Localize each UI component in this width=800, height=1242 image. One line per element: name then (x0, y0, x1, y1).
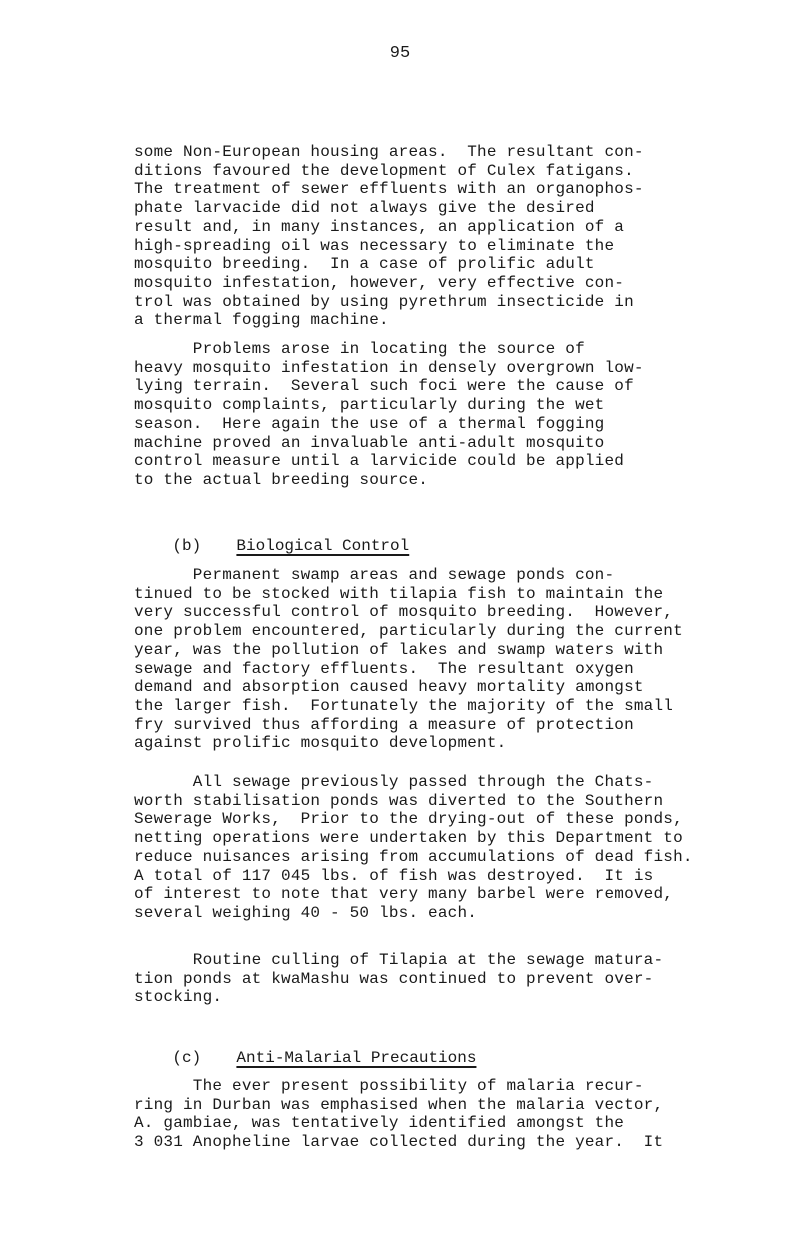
page-number: 95 (389, 44, 411, 63)
section-title: Anti-Malarial Precautions (236, 1049, 477, 1067)
paragraph-tilapia-stocking: Permanent swamp areas and sewage ponds con- tinued to be stocked with tilapia fish to maintain the very successful control of mosquito breeding. However, one problem encountered, particularly during the current year, was the pollution of lakes and swamp waters with sewage and factory effluents. The resultant oxygen demand and absorption caused heavy mortality amongst the larger fish. Fortunately the majority of the small fry survived thus affording a measure of protection against prolific mosquito development. (134, 566, 683, 753)
section-title: Biological Control (236, 537, 410, 555)
paragraph-sewage-ponds: All sewage previously passed through the Chats- worth stabilisation ponds was diverted to the Southern Sewerage Works, Prior to the drying-out of these ponds, netting operations were undertaken by this Department to reduce nuisances arising from accumulations of dead fish. A total of 117 045 lbs. of fish was destroyed. It is of interest to note that very many barbel were removed, several weighing 40 - 50 lbs. each. (134, 773, 693, 922)
paragraph-malaria-vector: The ever present possibility of malaria recur- ring in Durban was emphasised when the malaria vector, A. gambiae, was tentatively identified amongst the 3 031 Anopheline larvae collected during the year. It (134, 1077, 664, 1152)
paragraph-mosquito-breeding: some Non-European housing areas. The resultant con- ditions favoured the development of Culex fatigans. The treatment of sewer effluents with an organophos- phate larvacide did not always give the desired result and, in many instances, an application of a high-spreading oil was necessary to eliminate the mosquito breeding. In a case of prolific adult mosquito infestation, however, very effective con- trol was obtained by using pyrethrum insecticide in a thermal fogging machine. (134, 143, 644, 330)
section-marker: (b) (172, 537, 202, 555)
section-marker: (c) (172, 1049, 202, 1067)
paragraph-mosquito-infestation: Problems arose in locating the source of heavy mosquito infestation in densely overgrown low- lying terrain. Several such foci were the cause of mosquito complaints, particularly during the wet season. Here again the use of a thermal fogging machine proved an invaluable anti-adult mosquito control measure until a larvicide could be applied to the actual breeding source. (134, 340, 644, 489)
paragraph-tilapia-culling: Routine culling of Tilapia at the sewage matura- tion ponds at kwaMashu was continued to prevent over- stocking. (134, 951, 664, 1007)
